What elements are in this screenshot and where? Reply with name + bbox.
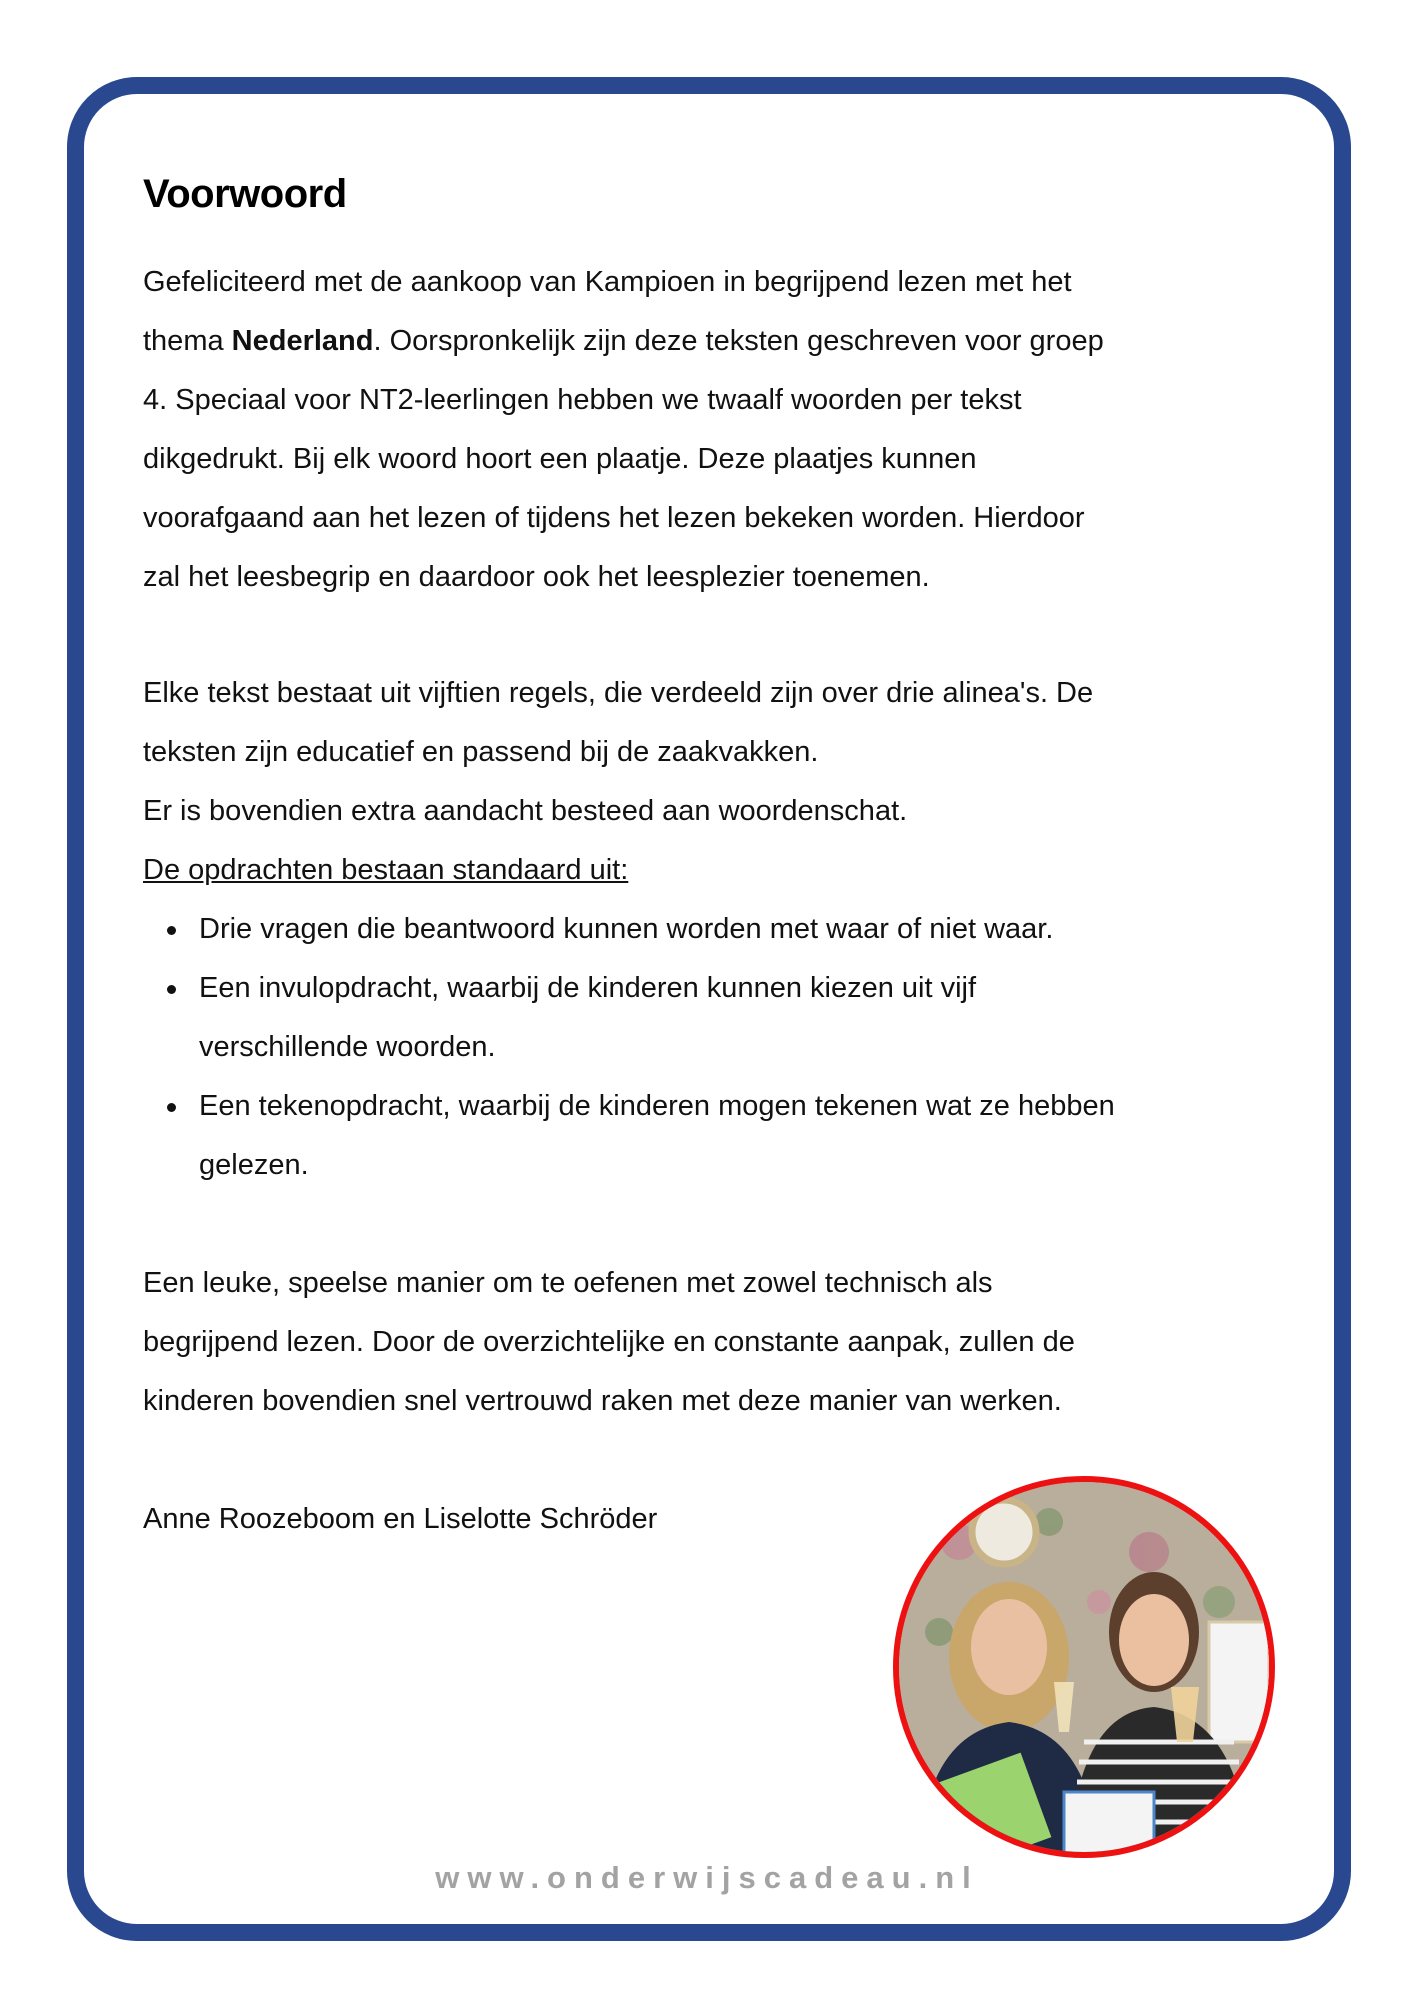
text-line: Een invulopdracht, waarbij de kinderen kunnen kiezen uit vijf (199, 972, 977, 1004)
text-line: Een leuke, speelse manier om te oefenen met zowel technisch als (143, 1267, 993, 1299)
text-line: Een tekenopdracht, waarbij de kinderen mogen tekenen wat ze hebben (199, 1090, 1115, 1122)
text-line: gelezen. (199, 1149, 309, 1181)
text-line: Gefeliciteerd met de aankoop van Kampioen in begrijpend lezen met het (143, 266, 1072, 298)
task-list (143, 900, 1273, 1195)
authors-photo-illustration (899, 1482, 1269, 1852)
clock-icon (972, 1500, 1036, 1564)
signature: Anne Roozeboom en Liselotte Schröder (143, 1503, 658, 1535)
footer-url: www.onderwijscadeau.nl (435, 1860, 979, 1895)
list-item (143, 959, 1273, 1077)
text-segment: . Oorspronkelijk zijn deze teksten geschreven voor groep (373, 325, 1104, 357)
text-line: begrijpend lezen. Door de overzichtelijke en constante aanpak, zullen de (143, 1326, 1075, 1358)
text-line: 4. Speciaal voor NT2-leerlingen hebben we twaalf woorden per tekst (143, 384, 1022, 416)
authors-photo (893, 1476, 1275, 1858)
text-line: teksten zijn educatief en passend bij de zaakvakken. (143, 736, 819, 768)
text-line: Drie vragen die beantwoord kunnen worden met waar of niet waar. (199, 913, 1054, 945)
intro-paragraph (143, 253, 1273, 607)
text-line: Er is bovendien extra aandacht besteed aan woordenschat. (143, 795, 908, 827)
text-segment: thema (143, 325, 232, 357)
text-line (143, 312, 1273, 371)
text-line: kinderen bovendien snel vertrouwd raken met deze manier van werken. (143, 1385, 1062, 1417)
page-title: Voorwoord (143, 172, 347, 216)
list-heading: De opdrachten bestaan standaard uit: (143, 854, 629, 886)
list-item (143, 1077, 1273, 1195)
structure-paragraph (143, 664, 1273, 1195)
theme-name: Nederland (231, 325, 374, 357)
text-line: voorafgaand aan het lezen of tijdens het lezen bekeken worden. Hierdoor (143, 502, 1085, 534)
closing-paragraph (143, 1254, 1273, 1431)
text-line: dikgedrukt. Bij elk woord hoort een plaatje. Deze plaatjes kunnen (143, 443, 977, 475)
text-line: Elke tekst bestaat uit vijftien regels, die verdeeld zijn over drie alinea's. De (143, 677, 1094, 709)
list-item (143, 900, 1273, 959)
text-line: verschillende woorden. (199, 1031, 496, 1063)
text-line: zal het leesbegrip en daardoor ook het leesplezier toenemen. (143, 561, 930, 593)
